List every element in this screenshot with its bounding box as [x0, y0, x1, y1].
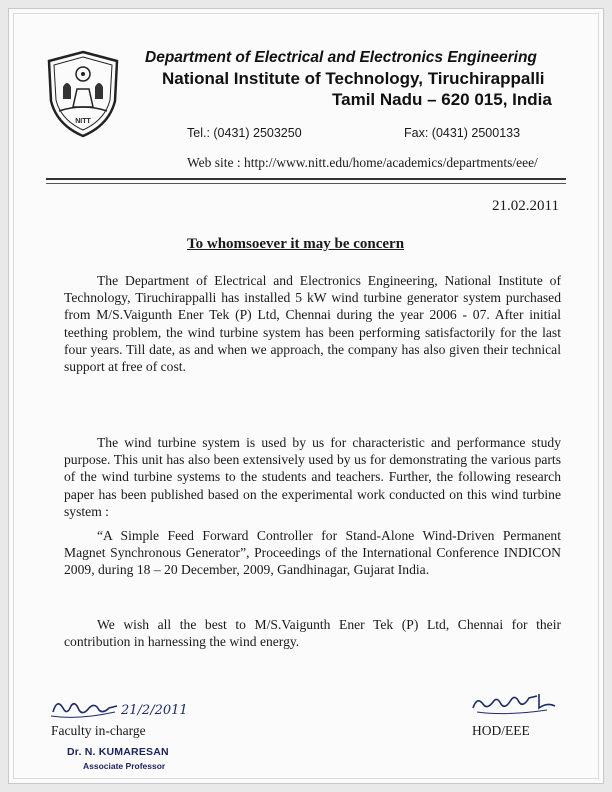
department-name: Department of Electrical and Electronics Engineering — [145, 49, 537, 66]
header-rule-thin — [46, 183, 566, 184]
header-rule-thick — [46, 178, 566, 180]
letter-subject: To whomsoever it may be concern — [187, 236, 405, 252]
hod-signature — [467, 690, 567, 718]
signature-date: 21/2/2011 — [121, 703, 188, 718]
logo-text: NITT — [75, 118, 91, 125]
telephone: Tel.: (0431) 2503250 — [187, 126, 302, 140]
paragraph-3: “A Simple Feed Forward Controller for Stand-Alone Wind-Driven Permanent Magnet Synchronous Generator”, Proceedings of the International Conference INDICON 2009, during 18 – 20 December, 2009, Gandhinagar, Gujarat India. — [64, 528, 561, 578]
nitt-logo — [43, 49, 123, 139]
website: Web site : http://www.nitt.edu/home/academics/departments/eee/ — [187, 155, 538, 170]
hod-title: HOD/EEE — [472, 723, 530, 738]
fax: Fax: (0431) 2500133 — [404, 126, 521, 140]
faculty-title: Faculty in-charge — [51, 723, 146, 738]
letter-date: 21.02.2011 — [492, 198, 559, 214]
faculty-designation-stamp: Associate Professor — [83, 761, 166, 771]
paragraph-4: We wish all the best to M/S.Vaigunth Ener Tek (P) Ltd, Chennai for their contribution in harnessing the wind energy. — [64, 617, 561, 650]
institute-name: National Institute of Technology, Tiruchirappalli — [162, 69, 545, 88]
paragraph-2: The wind turbine system is used by us for characteristic and performance study purpose. This unit has also been extensively used by us for demonstrating the various parts of the wind turbine systems to the students and teachers. Further, the following research paper has been published based on the experimental work conducted on this wind turbine system : — [64, 435, 561, 519]
letter-page — [8, 8, 604, 784]
faculty-name-stamp: Dr. N. KUMARESAN — [67, 746, 169, 758]
paragraph-1: The Department of Electrical and Electronics Engineering, National Institute of Technology, Tiruchirappalli has installed 5 kW wind turbine generator system purchased from M/S.Vaigunth Ener Tek (P) Ltd, Chennai during the year 2006 - 07. After initial teething problem, the wind turbine system has been performing satisfactorily for the last four years. Till date, as and when we approach, the company has also given their technical support at free of cost. — [64, 273, 561, 375]
faculty-signature — [49, 694, 199, 724]
institute-address: Tamil Nadu – 620 015, India — [332, 90, 552, 109]
